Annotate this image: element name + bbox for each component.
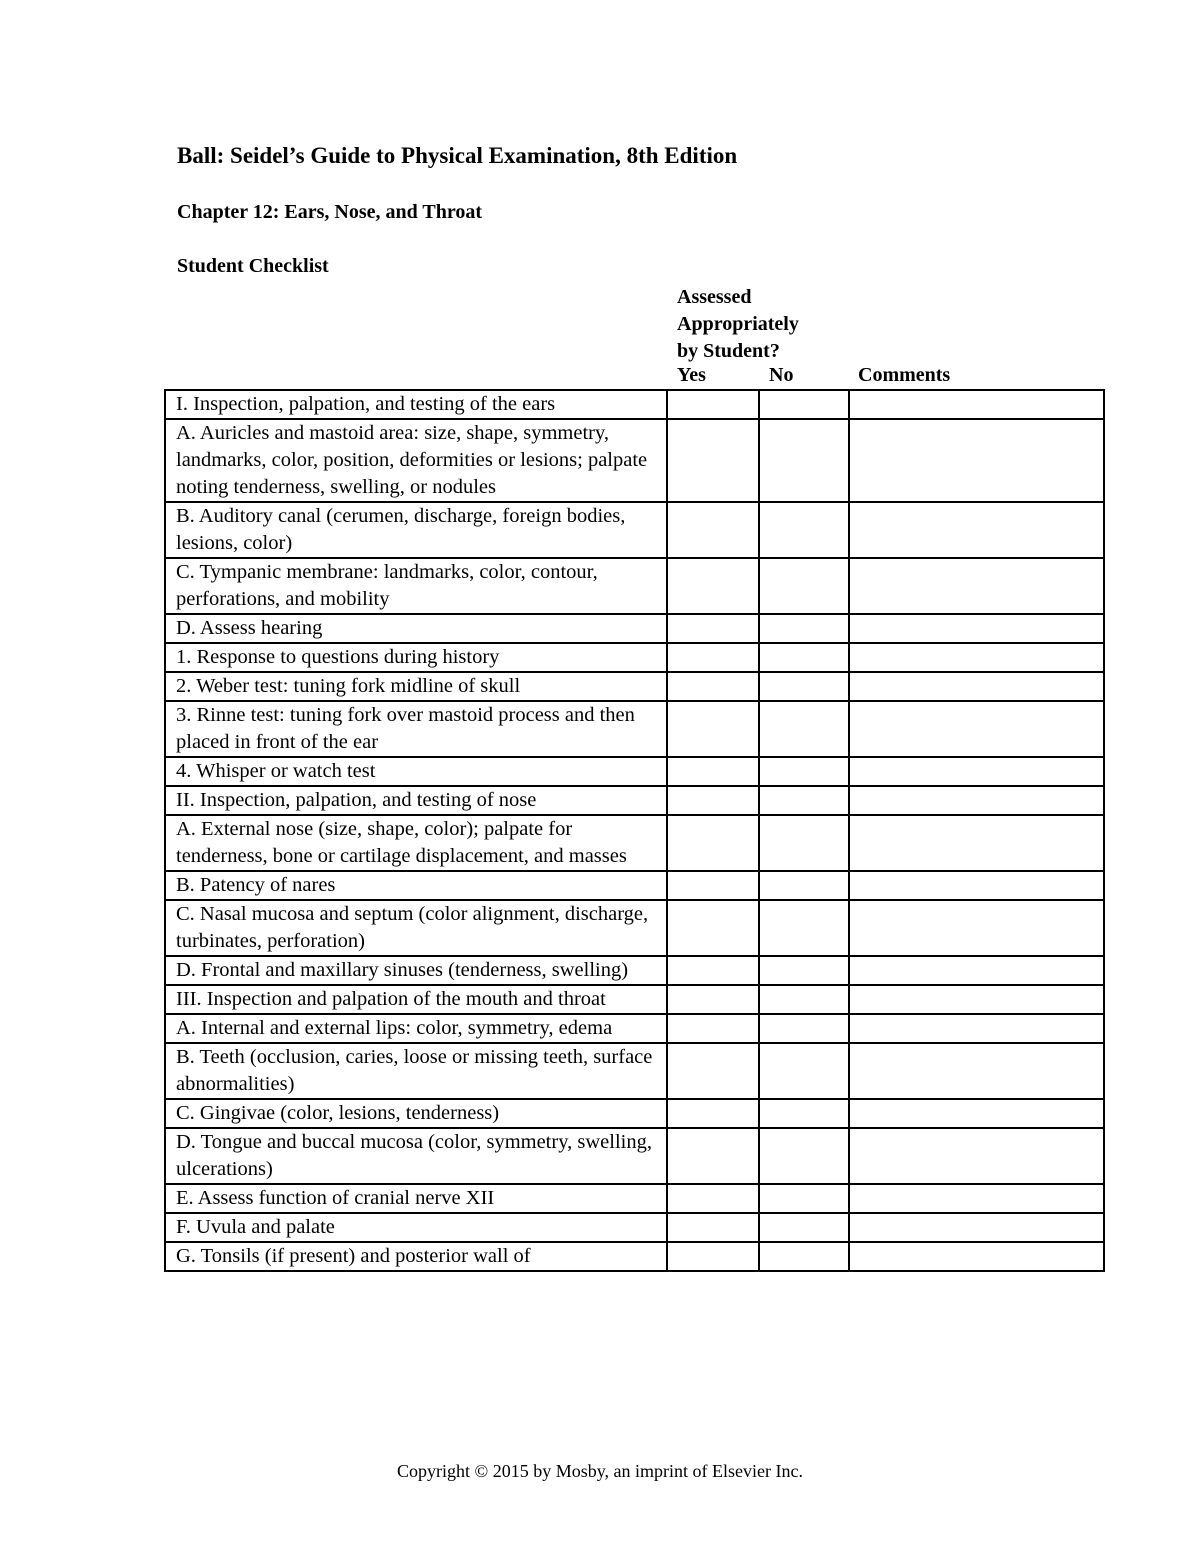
table-row: [165, 956, 1104, 985]
checklist-item: I. Inspection, palpation, and testing of the ears: [165, 390, 667, 419]
comments-cell[interactable]: [849, 956, 1104, 985]
no-cell[interactable]: [759, 390, 849, 419]
assessed-heading-line: Assessed: [677, 286, 752, 308]
no-cell[interactable]: [759, 614, 849, 643]
comments-cell[interactable]: [849, 701, 1104, 757]
yes-column-header: Yes: [677, 364, 706, 386]
checklist-item: G. Tonsils (if present) and posterior wall of: [165, 1242, 667, 1271]
comments-cell[interactable]: [849, 1242, 1104, 1271]
no-cell[interactable]: [759, 871, 849, 900]
table-row: [165, 643, 1104, 672]
yes-cell[interactable]: [667, 1014, 759, 1043]
no-cell[interactable]: [759, 900, 849, 956]
checklist-item: C. Nasal mucosa and septum (color alignment, discharge, turbinates, perforation): [165, 900, 667, 956]
table-row: [165, 786, 1104, 815]
no-column-header: No: [769, 364, 794, 386]
checklist-item: A. Internal and external lips: color, symmetry, edema: [165, 1014, 667, 1043]
yes-cell[interactable]: [667, 985, 759, 1014]
no-cell[interactable]: [759, 701, 849, 757]
table-row: [165, 900, 1104, 956]
comments-cell[interactable]: [849, 871, 1104, 900]
chapter-title: Chapter 12: Ears, Nose, and Throat: [177, 201, 483, 223]
checklist-item: F. Uvula and palate: [165, 1213, 667, 1242]
yes-cell[interactable]: [667, 786, 759, 815]
comments-cell[interactable]: [849, 1128, 1104, 1184]
yes-cell[interactable]: [667, 672, 759, 701]
table-row: [165, 871, 1104, 900]
no-cell[interactable]: [759, 1128, 849, 1184]
comments-cell[interactable]: [849, 1014, 1104, 1043]
comments-cell[interactable]: [849, 900, 1104, 956]
table-row: [165, 1014, 1104, 1043]
table-row: [165, 701, 1104, 757]
yes-cell[interactable]: [667, 757, 759, 786]
comments-cell[interactable]: [849, 1213, 1104, 1242]
comments-cell[interactable]: [849, 1099, 1104, 1128]
comments-cell[interactable]: [849, 614, 1104, 643]
table-row: [165, 1128, 1104, 1184]
table-row: [165, 985, 1104, 1014]
table-row: [165, 1213, 1104, 1242]
no-cell[interactable]: [759, 1099, 849, 1128]
no-cell[interactable]: [759, 956, 849, 985]
no-cell[interactable]: [759, 1242, 849, 1271]
yes-cell[interactable]: [667, 956, 759, 985]
table-row: [165, 558, 1104, 614]
checklist-item: D. Frontal and maxillary sinuses (tenderness, swelling): [165, 956, 667, 985]
yes-cell[interactable]: [667, 1184, 759, 1213]
checklist-item: C. Gingivae (color, lesions, tenderness): [165, 1099, 667, 1128]
checklist-item: 3. Rinne test: tuning fork over mastoid process and then placed in front of the ear: [165, 701, 667, 757]
checklist-item: D. Tongue and buccal mucosa (color, symmetry, swelling, ulcerations): [165, 1128, 667, 1184]
no-cell[interactable]: [759, 815, 849, 871]
table-row: [165, 1184, 1104, 1213]
yes-cell[interactable]: [667, 1242, 759, 1271]
table-row: [165, 1242, 1104, 1271]
comments-cell[interactable]: [849, 985, 1104, 1014]
yes-cell[interactable]: [667, 419, 759, 502]
checklist-item: 4. Whisper or watch test: [165, 757, 667, 786]
checklist-item: II. Inspection, palpation, and testing of nose: [165, 786, 667, 815]
checklist-item: III. Inspection and palpation of the mouth and throat: [165, 985, 667, 1014]
yes-cell[interactable]: [667, 1043, 759, 1099]
yes-cell[interactable]: [667, 1099, 759, 1128]
yes-cell[interactable]: [667, 1213, 759, 1242]
yes-cell[interactable]: [667, 614, 759, 643]
yes-cell[interactable]: [667, 643, 759, 672]
comments-column-header: Comments: [858, 364, 951, 386]
checklist-item: B. Patency of nares: [165, 871, 667, 900]
checklist-item: B. Teeth (occlusion, caries, loose or missing teeth, surface abnormalities): [165, 1043, 667, 1099]
yes-cell[interactable]: [667, 701, 759, 757]
comments-cell[interactable]: [849, 757, 1104, 786]
yes-cell[interactable]: [667, 1128, 759, 1184]
checklist-item: A. Auricles and mastoid area: size, shape, symmetry, landmarks, color, position, deformities or lesions; palpate noting tenderness, swelling, or nodules: [165, 419, 667, 502]
yes-cell[interactable]: [667, 502, 759, 558]
yes-cell[interactable]: [667, 815, 759, 871]
comments-cell[interactable]: [849, 502, 1104, 558]
yes-cell[interactable]: [667, 390, 759, 419]
table-row: [165, 502, 1104, 558]
table-row: [165, 390, 1104, 419]
table-row: [165, 815, 1104, 871]
table-row: [165, 757, 1104, 786]
no-cell[interactable]: [759, 419, 849, 502]
yes-cell[interactable]: [667, 871, 759, 900]
checklist-body: [165, 390, 1104, 1271]
no-cell[interactable]: [759, 757, 849, 786]
comments-cell[interactable]: [849, 419, 1104, 502]
checklist-item: A. External nose (size, shape, color); palpate for tenderness, bone or cartilage displacement, and masses: [165, 815, 667, 871]
table-row: [165, 1099, 1104, 1128]
no-cell[interactable]: [759, 1213, 849, 1242]
no-cell[interactable]: [759, 672, 849, 701]
yes-cell[interactable]: [667, 558, 759, 614]
comments-cell[interactable]: [849, 1043, 1104, 1099]
no-cell[interactable]: [759, 786, 849, 815]
comments-cell[interactable]: [849, 643, 1104, 672]
no-cell[interactable]: [759, 558, 849, 614]
no-cell[interactable]: [759, 1184, 849, 1213]
comments-cell[interactable]: [849, 1184, 1104, 1213]
checklist-table: [164, 389, 1105, 1272]
assessed-heading-line: by Student?: [677, 340, 780, 362]
assessed-heading-line: Appropriately: [677, 313, 799, 335]
comments-cell[interactable]: [849, 672, 1104, 701]
page-title: Ball: Seidel’s Guide to Physical Examination, 8th Edition: [177, 143, 738, 168]
no-cell[interactable]: [759, 1014, 849, 1043]
yes-cell[interactable]: [667, 900, 759, 956]
checklist-item: 1. Response to questions during history: [165, 643, 667, 672]
checklist-item: 2. Weber test: tuning fork midline of skull: [165, 672, 667, 701]
no-cell[interactable]: [759, 502, 849, 558]
table-row: [165, 614, 1104, 643]
comments-cell[interactable]: [849, 815, 1104, 871]
checklist-title: Student Checklist: [177, 255, 329, 277]
checklist-item: B. Auditory canal (cerumen, discharge, foreign bodies, lesions, color): [165, 502, 667, 558]
no-cell[interactable]: [759, 1043, 849, 1099]
table-row: [165, 1043, 1104, 1099]
checklist-item: D. Assess hearing: [165, 614, 667, 643]
checklist-item: C. Tympanic membrane: landmarks, color, contour, perforations, and mobility: [165, 558, 667, 614]
table-row: [165, 419, 1104, 502]
comments-cell[interactable]: [849, 558, 1104, 614]
table-row: [165, 672, 1104, 701]
copyright-footer: Copyright © 2015 by Mosby, an imprint of Elsevier Inc.: [397, 1461, 803, 1481]
no-cell[interactable]: [759, 985, 849, 1014]
comments-cell[interactable]: [849, 390, 1104, 419]
checklist-item: E. Assess function of cranial nerve XII: [165, 1184, 667, 1213]
no-cell[interactable]: [759, 643, 849, 672]
assessed-column-heading: [677, 284, 799, 365]
comments-cell[interactable]: [849, 786, 1104, 815]
